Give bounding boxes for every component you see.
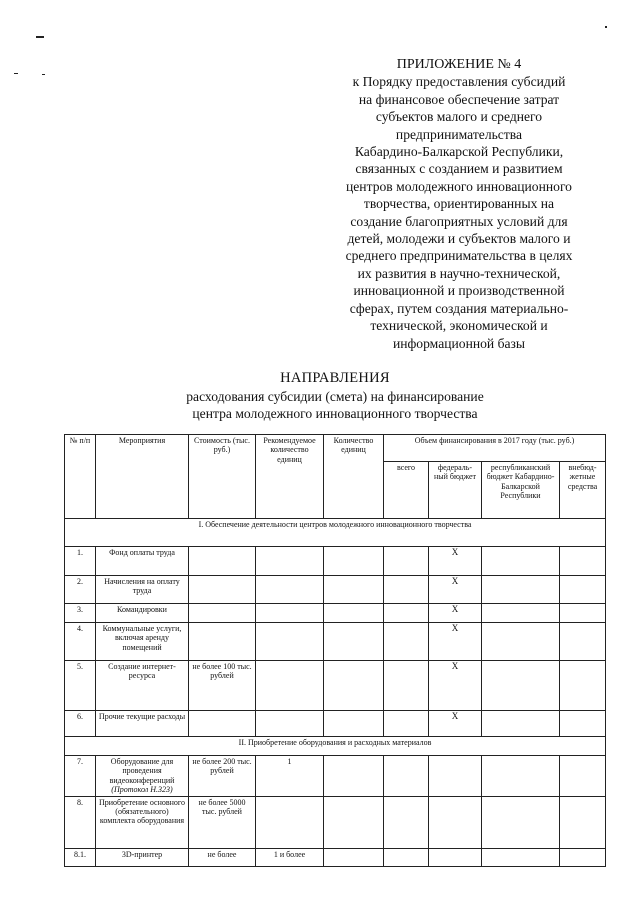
header-federal: федераль-ный бюджет [429, 462, 482, 519]
appendix-heading: ПРИЛОЖЕНИЕ № 4 [396, 57, 522, 72]
row-cost: не более 200 тыс. рублей [189, 756, 256, 797]
federal-x-mark: Х [429, 623, 482, 661]
appendix-line: связанных с созданием и развитием [355, 161, 563, 177]
table-row [65, 623, 606, 661]
row-number: 7. [65, 756, 96, 797]
table-row [65, 661, 606, 711]
row-activity: Начисления на оплату труда [96, 576, 189, 604]
scan-mark [42, 74, 45, 75]
table-row [65, 848, 606, 866]
header-quantity: Количество единиц [324, 435, 384, 519]
table-row [65, 756, 606, 797]
appendix-line: на финансовое обеспечение затрат [358, 91, 560, 107]
table-row [65, 796, 606, 848]
row-activity-text: Оборудование для проведения видеоконференций [109, 757, 175, 785]
appendix-line: сферах, путем создания материально- [349, 300, 569, 316]
table-row [65, 547, 606, 576]
row-activity-note: (Протокол Н.323) [111, 785, 173, 795]
row-number: 5. [65, 661, 96, 711]
scan-mark [605, 26, 607, 28]
header-total: всего [384, 462, 429, 519]
appendix-line: среднего предпринимательства в целях [345, 248, 573, 264]
appendix-line: творчества, ориентированных на [363, 196, 555, 212]
document-title: НАПРАВЛЕНИЯ [280, 370, 390, 386]
row-activity: Коммунальные услуги, включая аренду помещений [96, 623, 189, 661]
row-number: 6. [65, 711, 96, 737]
row-number: 8. [65, 796, 96, 848]
appendix-line: их развития в научно-технической, [357, 265, 561, 281]
row-number: 2. [65, 576, 96, 604]
header-republic: республиканский бюджет Кабардино-Балкарской Республики [482, 462, 560, 519]
section-row [65, 519, 606, 547]
row-activity: 3D-принтер [96, 848, 189, 866]
row-number: 4. [65, 623, 96, 661]
row-cost: не более [189, 848, 256, 866]
header-volume: Объем финансирования в 2017 году (тыс. руб.) [384, 435, 606, 462]
appendix-line: информационной базы [392, 335, 526, 351]
appendix-line: субъектов малого и среднего [375, 109, 543, 125]
appendix-line: технической, экономической и [370, 318, 548, 334]
federal-x-mark: Х [429, 661, 482, 711]
federal-x-mark: Х [429, 547, 482, 576]
federal-x-mark: Х [429, 576, 482, 604]
appendix-line: детей, молодежи и субъектов малого и [347, 231, 571, 247]
appendix-line: к Порядку предоставления субсидий [352, 74, 566, 90]
federal-x-mark: Х [429, 604, 482, 623]
scan-mark [36, 36, 44, 38]
appendix-line: создание благоприятных условий для [350, 213, 568, 229]
section-2-label: II. Приобретение оборудования и расходных материалов [65, 737, 606, 756]
row-activity: Приобретение основного (обязательного) комплекта оборудования [96, 796, 189, 848]
table-row [65, 576, 606, 604]
row-cost: не более 5000 тыс. рублей [189, 796, 256, 848]
row-recommended: 1 и более [256, 848, 324, 866]
document-subtitle: расходования субсидии (смета) на финансирование [186, 388, 484, 404]
header-offbudget: внебюд-жетные средства [560, 462, 606, 519]
row-number: 8.1. [65, 848, 96, 866]
header-number: № п/п [65, 435, 96, 519]
row-activity: Командировки [96, 604, 189, 623]
header-cost: Стоимость (тыс. руб.) [189, 435, 256, 519]
scan-mark [14, 73, 18, 74]
row-number: 3. [65, 604, 96, 623]
row-activity: Прочие текущие расходы [96, 711, 189, 737]
appendix-line: Кабардино-Балкарской Республики, [354, 144, 564, 160]
appendix-line: предпринимательства [395, 126, 523, 142]
row-number: 1. [65, 547, 96, 576]
header-recommended: Рекомендуемое количество единиц [256, 435, 324, 519]
table-row [65, 711, 606, 737]
budget-table [64, 434, 606, 867]
section-1-label: I. Обеспечение деятельности центров молодежного инновационного творчества [65, 519, 606, 547]
appendix-line: инновационной и производственной [353, 283, 565, 299]
federal-x-mark: Х [429, 711, 482, 737]
document-subtitle: центра молодежного инновационного творчества [192, 406, 478, 422]
document-title-block [60, 370, 610, 423]
row-cost: не более 100 тыс. рублей [189, 661, 256, 711]
table-header-row [65, 435, 606, 462]
row-activity [96, 756, 189, 797]
appendix-block [318, 56, 600, 352]
row-activity: Фонд оплаты труда [96, 547, 189, 576]
row-activity: Создание интернет-ресурса [96, 661, 189, 711]
header-activity: Мероприятия [96, 435, 189, 519]
row-recommended: 1 [256, 756, 324, 797]
section-row [65, 737, 606, 756]
table-row [65, 604, 606, 623]
appendix-line: центров молодежного инновационного [346, 178, 572, 194]
